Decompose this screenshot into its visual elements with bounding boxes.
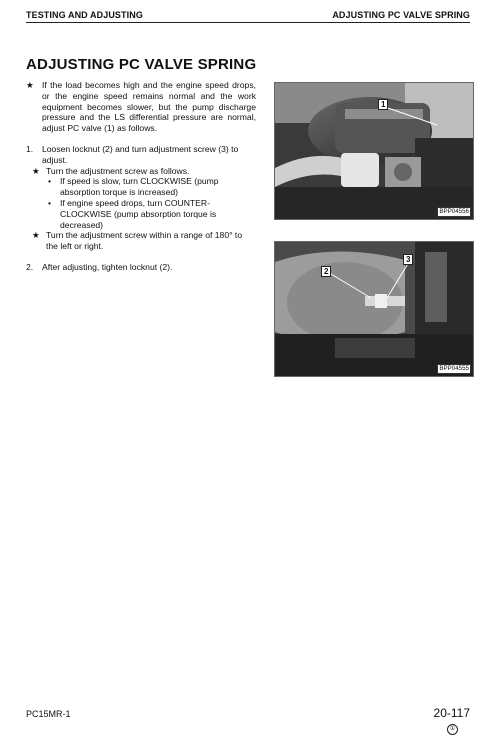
step-number: 2.	[26, 261, 34, 272]
step-2	[26, 262, 256, 273]
header-rule	[26, 22, 470, 23]
model-number: PC15MR-1	[26, 709, 71, 719]
photo-caption: BPP04556	[439, 208, 469, 215]
header-section: TESTING AND ADJUSTING	[26, 10, 143, 20]
step-1	[26, 144, 256, 166]
callout-1: 1	[378, 99, 388, 110]
header-topic: ADJUSTING PC VALVE SPRING	[332, 10, 470, 20]
bullet-clockwise	[46, 176, 256, 198]
note-text: Turn the adjustment screw as follows.	[46, 165, 190, 176]
bullet-icon: •	[48, 197, 52, 208]
star-icon: ★	[26, 80, 34, 90]
pc-valve-photo-drawing	[275, 83, 473, 219]
adjustment-screw-photo-drawing	[275, 242, 473, 376]
intro-text: If the load becomes high and the engine speed drops, or the engine speed remains normal and the work equipment becomes slower, but the pump discharge pressure and the LS differential pressure are normal, adjust PC valve (1) as follows.	[42, 80, 256, 134]
callout-2: 2	[321, 266, 331, 277]
star-icon: ★	[32, 230, 40, 241]
page-number: 20-117	[433, 706, 470, 720]
note-text: Turn the adjustment screw within a range of 180° to the left or right.	[46, 230, 243, 252]
photo-pc-valve	[274, 82, 474, 220]
photo-adjustment-screw	[274, 241, 474, 377]
photo-caption: BPP04555	[439, 365, 469, 372]
bullet-text: If engine speed drops, turn COUNTER-CLOCKWISE (pump absorption torque is decreased)	[60, 197, 217, 230]
step-1-note-1	[32, 166, 256, 177]
callout-3: 3	[403, 254, 413, 265]
step-number: 1.	[26, 143, 34, 154]
step-text: Loosen locknut (2) and turn adjustment screw (3) to adjust.	[42, 143, 239, 165]
bullet-text: If speed is slow, turn CLOCKWISE (pump absorption torque is increased)	[60, 176, 219, 198]
procedure-text	[26, 80, 256, 273]
step-text: After adjusting, tighten locknut (2).	[42, 261, 173, 272]
intro-note	[26, 80, 256, 134]
step-1-note-2	[32, 230, 256, 252]
page-title: ADJUSTING PC VALVE SPRING	[26, 56, 257, 73]
bullet-icon: •	[48, 176, 52, 187]
bullet-counter-clockwise	[46, 198, 256, 230]
revision-circle: ①	[447, 724, 458, 735]
star-icon: ★	[32, 165, 40, 176]
